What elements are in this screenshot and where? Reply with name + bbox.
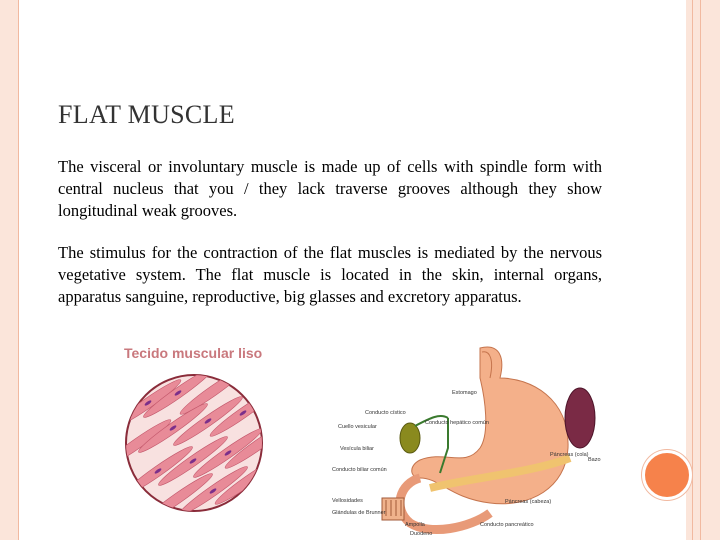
paragraph-2: The stimulus for the contraction of the flat muscles is mediated by the nervous vegetative system. The flat muscle is located in the skin, internal organs, apparatus sanguine, reproductive, big glasses and excretory apparatus.: [58, 243, 602, 306]
decorative-circle: [642, 450, 692, 500]
slide-title: FLAT MUSCLE: [58, 100, 235, 129]
label-ampulla: Ampolla: [405, 522, 425, 528]
label-spleen: Bazo: [588, 457, 601, 463]
label-bile-duct: Conducto biliar común: [332, 467, 387, 473]
smooth-muscle-figure: [118, 345, 273, 510]
frame-line: [692, 0, 693, 540]
label-hepatic-duct: Conducto hepático común: [425, 420, 489, 426]
paragraph-1: The visceral or involuntary muscle is made up of cells with spindle form with central nucleus that you / they lack traverse grooves although they show longitudinal weak grooves.: [58, 157, 602, 220]
spleen-shape: [565, 388, 595, 448]
label-duodenum: Duodeno: [410, 531, 433, 537]
slide-frame-left: [0, 0, 19, 540]
muscle-tissue-image: [118, 363, 273, 513]
digestive-diagram: [330, 338, 610, 538]
label-brunner-glands: Glándulas de Brunner: [332, 510, 386, 516]
figure-caption: Tecido muscular liso: [124, 345, 263, 361]
label-gallbladder: Vesícula biliar: [340, 446, 374, 452]
frame-line: [700, 0, 701, 540]
label-villi: Vellosidades: [332, 498, 363, 504]
gallbladder-shape: [400, 423, 420, 453]
label-gallbladder-neck: Cuello vesicular: [338, 424, 377, 430]
label-cystic-duct: Conducto cístico: [365, 410, 406, 416]
label-stomach: Estomago: [452, 390, 477, 396]
label-pancreatic-duct: Conducto pancreático: [480, 522, 534, 528]
slide-frame-right: [686, 0, 720, 540]
label-pancreas-head: Páncreas (cabeza): [505, 499, 552, 505]
label-pancreas-tail: Páncreas (cola): [550, 452, 589, 458]
